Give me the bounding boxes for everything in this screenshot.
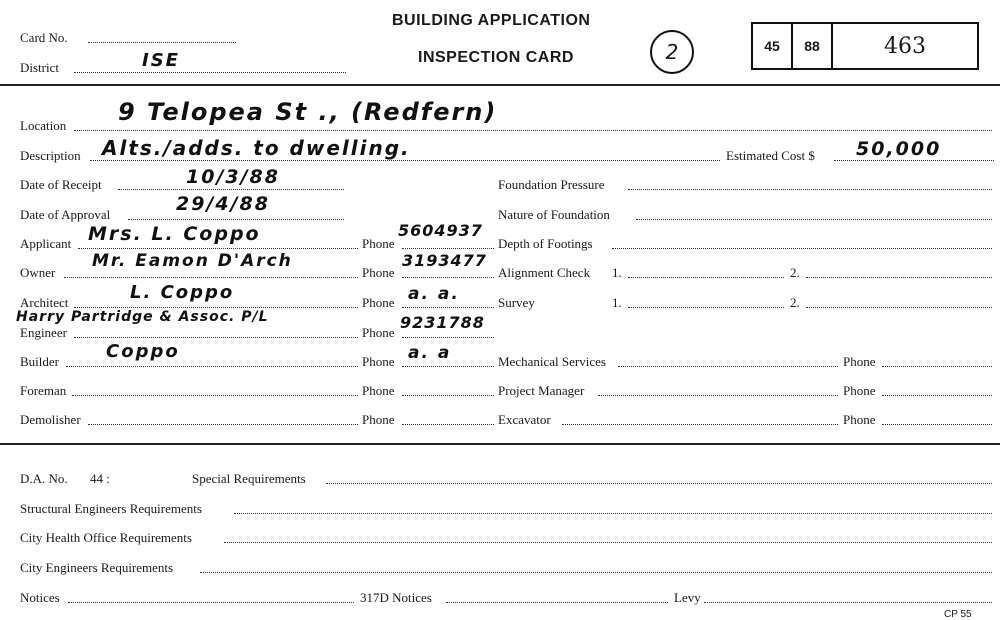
engineer-line — [74, 337, 358, 338]
title-line1: BUILDING APPLICATION — [392, 12, 591, 29]
alignment-check-1: 1. — [612, 265, 622, 280]
box-cell-3: 463 — [884, 33, 926, 59]
architect-value: L. Coppo — [130, 282, 235, 303]
circled-number: 2 — [650, 30, 694, 74]
special-requirements-label: Special Requirements — [192, 471, 306, 486]
demolisher-phone-line — [402, 424, 494, 425]
date-of-approval-label: Date of Approval — [20, 207, 111, 222]
date-of-receipt-value: 10/3/88 — [186, 166, 280, 188]
location-line — [74, 130, 992, 131]
survey-1: 1. — [612, 295, 622, 310]
da-no-value: 44 : — [90, 471, 110, 486]
architect-line — [74, 307, 358, 308]
date-of-receipt-line — [118, 189, 344, 190]
demolisher-phone-label: Phone — [362, 412, 395, 427]
foundation-pressure-line — [628, 189, 992, 190]
owner-phone-value: 3193477 — [402, 251, 487, 270]
project-manager-line — [598, 395, 838, 396]
special-requirements-line — [326, 483, 992, 484]
date-of-approval-line — [128, 219, 344, 220]
city-health-label: City Health Office Requirements — [20, 530, 192, 545]
excavator-label: Excavator — [498, 412, 551, 427]
excavator-phone-label: Phone — [843, 412, 876, 427]
depth-of-footings-label: Depth of Footings — [498, 236, 593, 251]
depth-of-footings-line — [612, 248, 992, 249]
estimated-cost-label: Estimated Cost $ — [726, 148, 815, 163]
form-code: CP 55 — [944, 609, 972, 620]
alignment-check-line-2 — [806, 277, 992, 278]
project-manager-phone-label: Phone — [843, 383, 876, 398]
description-label: Description — [20, 148, 81, 163]
da-no-label: D.A. No. — [20, 471, 68, 486]
owner-phone-line — [402, 277, 494, 278]
architect-phone-value: a. a. — [408, 284, 460, 304]
city-engineers-line — [200, 572, 992, 573]
project-manager-phone-line — [882, 395, 992, 396]
card-no-line — [88, 42, 236, 43]
applicant-phone-value: 5604937 — [398, 221, 483, 240]
project-manager-label: Project Manager — [498, 383, 585, 398]
notices-line — [68, 602, 354, 603]
owner-line — [64, 277, 358, 278]
mechanical-services-phone-label: Phone — [843, 354, 876, 369]
applicant-value: Mrs. L. Coppo — [88, 223, 261, 245]
architect-phone-line — [402, 307, 494, 308]
demolisher-line — [88, 424, 358, 425]
survey-line-2 — [806, 307, 992, 308]
survey-line-1 — [628, 307, 784, 308]
date-of-receipt-label: Date of Receipt — [20, 177, 102, 192]
owner-label: Owner — [20, 265, 56, 280]
engineer-label: Engineer — [20, 325, 67, 340]
estimated-cost-value: 50,000 — [856, 138, 942, 160]
engineer-value: Harry Partridge & Assoc. P/L — [16, 309, 269, 325]
district-label: District — [20, 60, 59, 75]
excavator-line — [562, 424, 838, 425]
structural-engineers-label: Structural Engineers Requirements — [20, 501, 202, 516]
survey-2: 2. — [790, 295, 800, 310]
engineer-phone-value: 9231788 — [400, 313, 485, 332]
city-engineers-label: City Engineers Requirements — [20, 560, 174, 575]
notices-317d-label: 317D Notices — [360, 590, 432, 605]
location-label: Location — [20, 118, 67, 133]
alignment-check-2: 2. — [790, 265, 800, 280]
owner-phone-label: Phone — [362, 265, 395, 280]
builder-phone-value: a. a — [408, 343, 452, 363]
architect-phone-label: Phone — [362, 295, 395, 310]
levy-line — [704, 602, 992, 603]
engineer-phone-line — [402, 337, 494, 338]
mechanical-services-line — [618, 366, 838, 367]
applicant-phone-label: Phone — [362, 236, 395, 251]
card-no-label: Card No. — [20, 30, 68, 45]
title-line2: INSPECTION CARD — [418, 49, 574, 66]
date-of-approval-value: 29/4/88 — [176, 193, 270, 215]
mechanical-services-phone-line — [882, 366, 992, 367]
architect-label: Architect — [20, 295, 69, 310]
structural-engineers-line — [234, 513, 992, 514]
box-cell-1: 45 — [753, 24, 793, 68]
foundation-pressure-label: Foundation Pressure — [498, 177, 605, 192]
builder-value: Coppo — [106, 341, 180, 362]
builder-line — [66, 366, 358, 367]
card-number-box — [751, 22, 979, 70]
foreman-label: Foreman — [20, 383, 67, 398]
district-line — [74, 72, 346, 73]
builder-phone-label: Phone — [362, 354, 395, 369]
notices-317d-line — [446, 602, 668, 603]
mechanical-services-label: Mechanical Services — [498, 354, 606, 369]
owner-value: Mr. Eamon D'Arch — [92, 251, 293, 271]
city-health-line — [224, 542, 992, 543]
builder-phone-line — [402, 366, 494, 367]
box-cell-2: 88 — [793, 24, 833, 68]
foreman-phone-line — [402, 395, 494, 396]
demolisher-label: Demolisher — [20, 412, 81, 427]
district-value: ISE — [142, 50, 180, 71]
levy-label: Levy — [674, 590, 701, 605]
middle-rule — [0, 443, 1000, 445]
engineer-phone-label: Phone — [362, 325, 395, 340]
foreman-phone-label: Phone — [362, 383, 395, 398]
notices-label: Notices — [20, 590, 60, 605]
estimated-cost-line — [834, 160, 994, 161]
foreman-line — [72, 395, 358, 396]
survey-label: Survey — [498, 295, 535, 310]
location-value: 9 Telopea St ., (Redfern) — [118, 98, 498, 126]
applicant-label: Applicant — [20, 236, 72, 251]
description-line — [90, 160, 720, 161]
top-rule — [0, 84, 1000, 86]
applicant-line — [78, 248, 358, 249]
alignment-check-label: Alignment Check — [498, 265, 591, 280]
nature-of-foundation-line — [636, 219, 992, 220]
builder-label: Builder — [20, 354, 59, 369]
alignment-check-line-1 — [628, 277, 784, 278]
excavator-phone-line — [882, 424, 992, 425]
nature-of-foundation-label: Nature of Foundation — [498, 207, 610, 222]
description-value: Alts./adds. to dwelling. — [102, 136, 411, 160]
applicant-phone-line — [402, 248, 494, 249]
